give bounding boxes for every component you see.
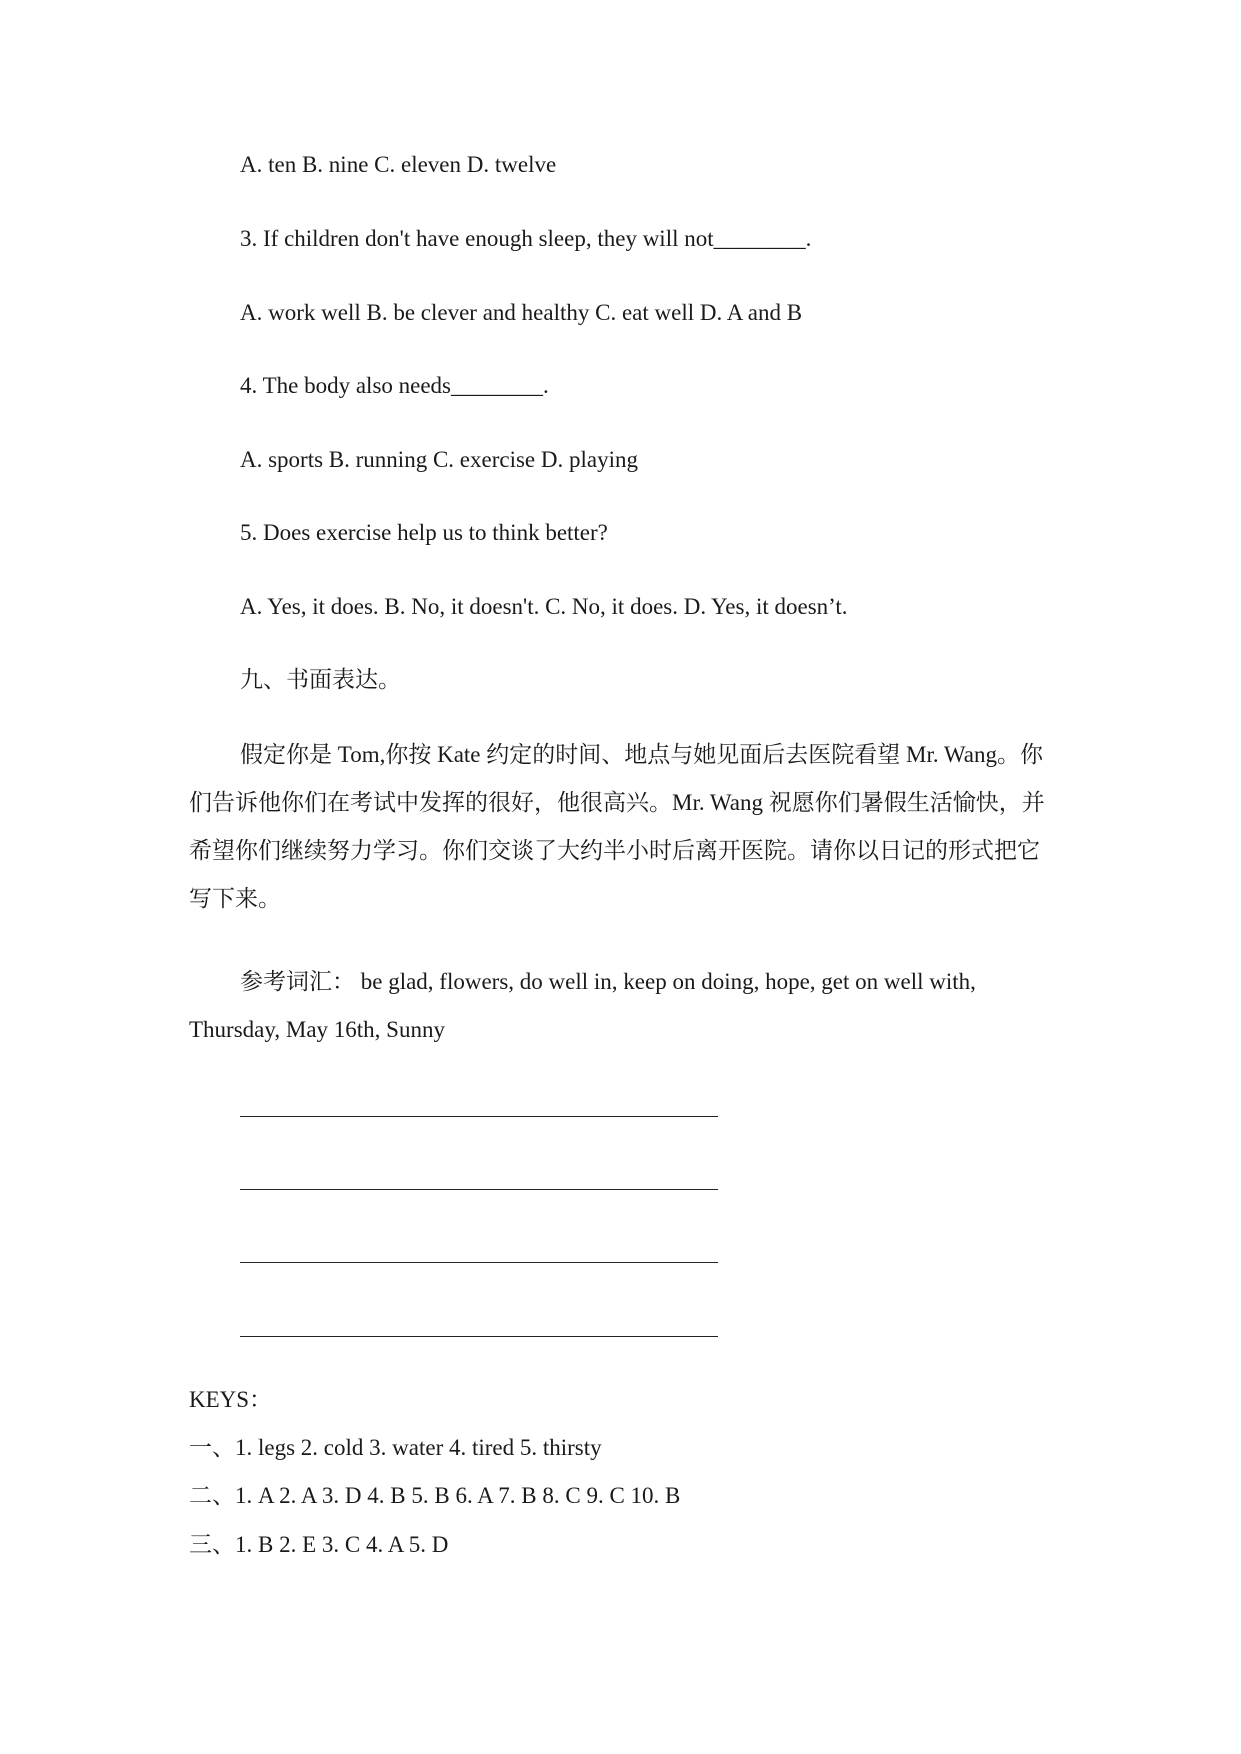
keys-section-3: 三、1. B 2. E 3. C 4. A 5. D: [189, 1532, 449, 1557]
writing-vocab: 参考词汇： be glad, flowers, do well in, keep on doing, hope, get on well with, Thursday, May 16th, Sunny: [189, 969, 976, 1042]
keys-section-1: 一、1. legs 2. cold 3. water 4. tired 5. thirsty: [189, 1435, 602, 1460]
q3-options: A. work well B. be clever and healthy C. eat well D. A and B: [240, 300, 803, 325]
answer-line[interactable]: [240, 1262, 718, 1263]
answer-line[interactable]: [240, 1336, 718, 1337]
keys-section-2: 二、1. A 2. A 3. D 4. B 5. B 6. A 7. B 8. C 9. C 10. B: [189, 1483, 681, 1508]
keys-heading: KEYS：: [189, 1387, 273, 1412]
answer-line[interactable]: [240, 1116, 718, 1117]
writing-heading: 九、书面表达。: [240, 667, 401, 692]
answer-line[interactable]: [240, 1189, 718, 1190]
q4-options: A. sports B. running C. exercise D. playing: [240, 447, 638, 472]
q3-text: 3. If children don't have enough sleep, they will not________.: [240, 226, 812, 251]
q5-options: A. Yes, it does. B. No, it doesn't. C. No, it does. D. Yes, it doesn’t.: [240, 594, 848, 619]
q5-text: 5. Does exercise help us to think better?: [240, 520, 608, 545]
q2-options: A. ten B. nine C. eleven D. twelve: [240, 152, 557, 177]
q4-text: 4. The body also needs________.: [240, 373, 549, 398]
writing-prompt: 假定你是 Tom,你按 Kate 约定的时间、地点与她见面后去医院看望 Mr. Wang。你们告诉他你们在考试中发挥的很好，他很高兴。Mr. Wang 祝愿你们暑假生活愉快，并希望你们继续努力学习。你们交谈了大约半小时后离开医院。请你以日记的形式把它写下来。: [189, 742, 1045, 911]
